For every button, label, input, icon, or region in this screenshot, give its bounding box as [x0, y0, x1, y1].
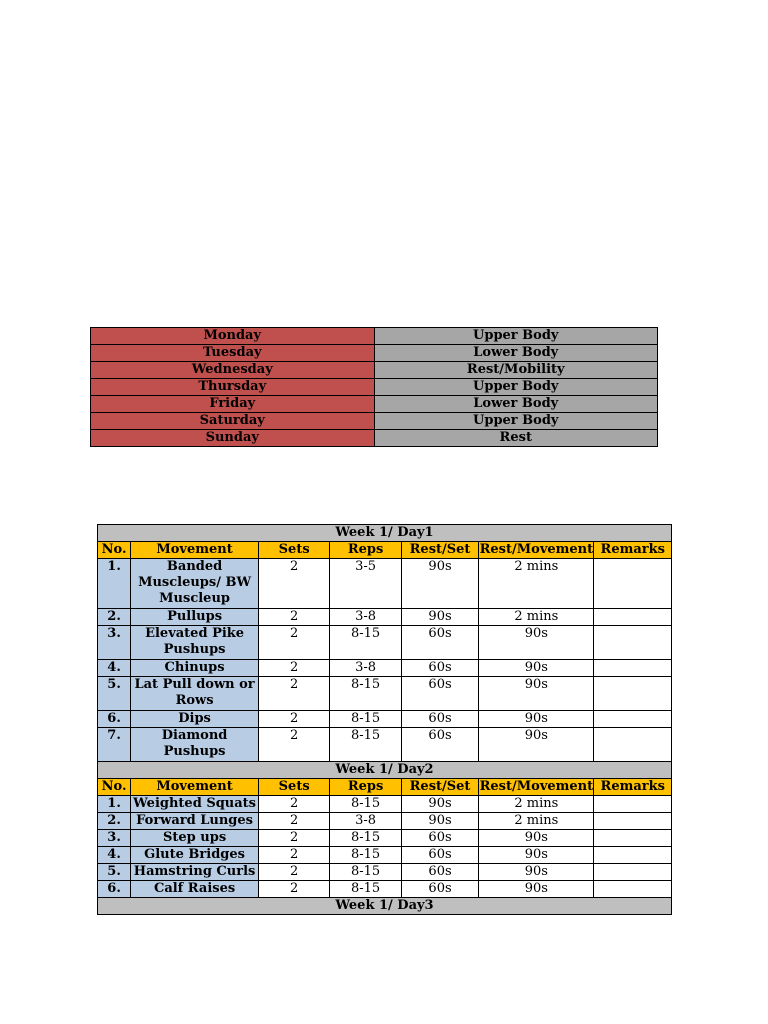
row-remarks	[594, 847, 672, 864]
section-title-row	[98, 762, 672, 779]
row-no: 2.	[98, 609, 131, 626]
row-rest-set: 90s	[401, 609, 478, 626]
row-rest-set: 60s	[401, 728, 478, 762]
row-no: 5.	[98, 864, 131, 881]
row-movement: Calf Raises	[131, 881, 259, 898]
row-rest-movement: 2 mins	[479, 796, 594, 813]
header-reps: Reps	[330, 779, 401, 796]
row-rest-movement: 90s	[479, 626, 594, 660]
row-sets: 2	[258, 609, 329, 626]
row-reps: 8-15	[330, 677, 401, 711]
row-no: 1.	[98, 559, 131, 609]
table-row	[98, 677, 672, 711]
table-row	[98, 864, 672, 881]
table-row	[98, 626, 672, 660]
schedule-activity: Upper Body	[374, 328, 658, 345]
row-rest-set: 90s	[401, 559, 478, 609]
row-rest-set: 60s	[401, 677, 478, 711]
row-sets: 2	[258, 864, 329, 881]
schedule-row	[91, 379, 658, 396]
row-sets: 2	[258, 660, 329, 677]
row-movement: Chinups	[131, 660, 259, 677]
header-remarks: Remarks	[594, 542, 672, 559]
row-sets: 2	[258, 711, 329, 728]
row-sets: 2	[258, 847, 329, 864]
workout-table	[97, 524, 672, 915]
row-remarks	[594, 813, 672, 830]
table-row	[98, 559, 672, 609]
schedule-day: Saturday	[91, 413, 375, 430]
schedule-day: Thursday	[91, 379, 375, 396]
row-remarks	[594, 864, 672, 881]
row-reps: 8-15	[330, 796, 401, 813]
row-sets: 2	[258, 830, 329, 847]
schedule-row	[91, 345, 658, 362]
row-movement: Elevated Pike Pushups	[131, 626, 259, 660]
header-movement: Movement	[131, 779, 259, 796]
row-rest-set: 60s	[401, 711, 478, 728]
day3-title: Week 1/ Day3	[98, 898, 672, 915]
row-reps: 8-15	[330, 728, 401, 762]
row-movement: Step ups	[131, 830, 259, 847]
row-reps: 8-15	[330, 847, 401, 864]
header-no: No.	[98, 542, 131, 559]
schedule-row	[91, 430, 658, 447]
row-sets: 2	[258, 728, 329, 762]
row-no: 5.	[98, 677, 131, 711]
header-no: No.	[98, 779, 131, 796]
table-row	[98, 711, 672, 728]
row-sets: 2	[258, 796, 329, 813]
row-movement: Pullups	[131, 609, 259, 626]
row-no: 6.	[98, 711, 131, 728]
row-no: 6.	[98, 881, 131, 898]
row-rest-movement: 90s	[479, 677, 594, 711]
row-rest-set: 60s	[401, 864, 478, 881]
schedule-row	[91, 362, 658, 379]
row-movement: Dips	[131, 711, 259, 728]
row-rest-set: 60s	[401, 881, 478, 898]
header-reps: Reps	[330, 542, 401, 559]
row-no: 4.	[98, 847, 131, 864]
row-no: 1.	[98, 796, 131, 813]
table-row	[98, 813, 672, 830]
weekly-schedule-table	[90, 327, 658, 447]
row-rest-movement: 90s	[479, 847, 594, 864]
table-row	[98, 609, 672, 626]
section-title-row	[98, 525, 672, 542]
row-rest-movement: 90s	[479, 728, 594, 762]
day1-title: Week 1/ Day1	[98, 525, 672, 542]
row-sets: 2	[258, 626, 329, 660]
header-movement: Movement	[131, 542, 259, 559]
table-row	[98, 660, 672, 677]
row-rest-movement: 90s	[479, 864, 594, 881]
row-rest-set: 90s	[401, 813, 478, 830]
schedule-activity: Lower Body	[374, 396, 658, 413]
row-remarks	[594, 660, 672, 677]
header-rest-set: Rest/Set	[401, 779, 478, 796]
row-reps: 8-15	[330, 830, 401, 847]
schedule-activity: Upper Body	[374, 413, 658, 430]
table-row	[98, 830, 672, 847]
row-movement: Banded Muscleups/ BW Muscleup	[131, 559, 259, 609]
table-row	[98, 847, 672, 864]
schedule-row	[91, 413, 658, 430]
row-rest-set: 60s	[401, 626, 478, 660]
schedule-day: Sunday	[91, 430, 375, 447]
row-no: 3.	[98, 626, 131, 660]
row-rest-set: 60s	[401, 847, 478, 864]
row-no: 7.	[98, 728, 131, 762]
day2-title: Week 1/ Day2	[98, 762, 672, 779]
row-sets: 2	[258, 813, 329, 830]
row-no: 4.	[98, 660, 131, 677]
row-remarks	[594, 609, 672, 626]
row-sets: 2	[258, 559, 329, 609]
row-rest-movement: 90s	[479, 830, 594, 847]
row-remarks	[594, 677, 672, 711]
row-remarks	[594, 830, 672, 847]
header-sets: Sets	[258, 542, 329, 559]
header-rest-set: Rest/Set	[401, 542, 478, 559]
row-reps: 8-15	[330, 881, 401, 898]
row-reps: 3-8	[330, 609, 401, 626]
row-remarks	[594, 796, 672, 813]
row-rest-set: 60s	[401, 660, 478, 677]
row-remarks	[594, 711, 672, 728]
row-reps: 3-8	[330, 660, 401, 677]
header-row	[98, 779, 672, 796]
schedule-activity: Upper Body	[374, 379, 658, 396]
row-reps: 3-8	[330, 813, 401, 830]
row-remarks	[594, 626, 672, 660]
schedule-activity: Rest	[374, 430, 658, 447]
row-rest-movement: 90s	[479, 711, 594, 728]
row-no: 3.	[98, 830, 131, 847]
row-no: 2.	[98, 813, 131, 830]
row-reps: 8-15	[330, 864, 401, 881]
schedule-day: Wednesday	[91, 362, 375, 379]
row-movement: Weighted Squats	[131, 796, 259, 813]
row-remarks	[594, 881, 672, 898]
schedule-activity: Lower Body	[374, 345, 658, 362]
row-rest-movement: 2 mins	[479, 559, 594, 609]
schedule-day: Monday	[91, 328, 375, 345]
row-rest-movement: 2 mins	[479, 609, 594, 626]
header-row	[98, 542, 672, 559]
schedule-day: Friday	[91, 396, 375, 413]
header-sets: Sets	[258, 779, 329, 796]
table-row	[98, 796, 672, 813]
row-sets: 2	[258, 677, 329, 711]
table-row	[98, 881, 672, 898]
row-remarks	[594, 559, 672, 609]
row-remarks	[594, 728, 672, 762]
row-rest-movement: 2 mins	[479, 813, 594, 830]
row-movement: Glute Bridges	[131, 847, 259, 864]
schedule-activity: Rest/Mobility	[374, 362, 658, 379]
row-movement: Forward Lunges	[131, 813, 259, 830]
header-remarks: Remarks	[594, 779, 672, 796]
table-row	[98, 728, 672, 762]
row-movement: Diamond Pushups	[131, 728, 259, 762]
row-reps: 3-5	[330, 559, 401, 609]
row-rest-movement: 90s	[479, 881, 594, 898]
schedule-day: Tuesday	[91, 345, 375, 362]
row-sets: 2	[258, 881, 329, 898]
row-movement: Hamstring Curls	[131, 864, 259, 881]
schedule-row	[91, 328, 658, 345]
row-rest-set: 60s	[401, 830, 478, 847]
schedule-row	[91, 396, 658, 413]
section-title-row	[98, 898, 672, 915]
row-rest-movement: 90s	[479, 660, 594, 677]
row-reps: 8-15	[330, 626, 401, 660]
row-reps: 8-15	[330, 711, 401, 728]
header-rest-movement: Rest/Movement	[479, 779, 594, 794]
row-rest-set: 90s	[401, 796, 478, 813]
header-rest-movement: Rest/Movement	[479, 542, 594, 557]
row-movement: Lat Pull down or Rows	[131, 677, 259, 711]
